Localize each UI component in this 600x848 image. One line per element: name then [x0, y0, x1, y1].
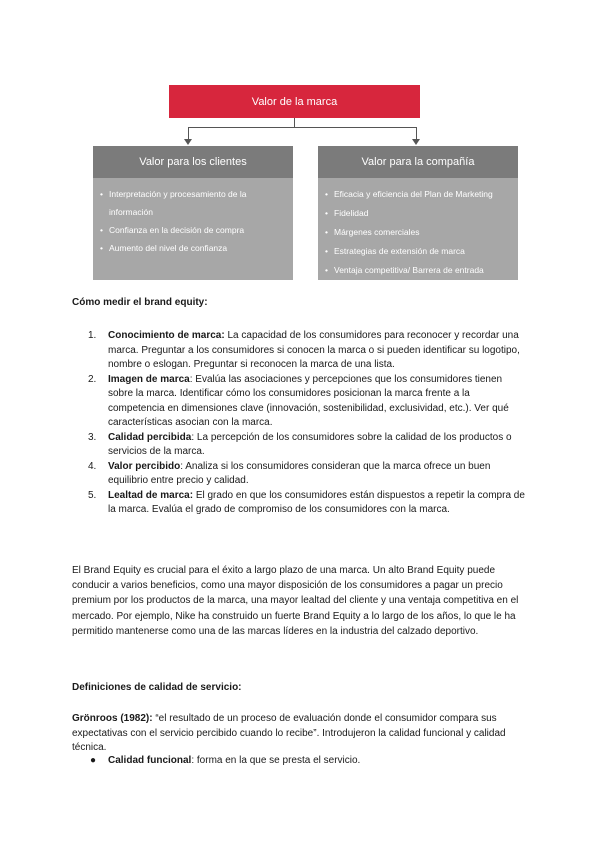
brand-equity-paragraph: El Brand Equity es crucial para el éxito a largo plazo de una marca. Un alto Brand Equity puede conducir a varios beneficios, como una mayor disposición de los consumidores a pagar un precio premium por los productos de la marca, una mayor lealtad del cliente y una ventaja competitiva en el mercado. Por ejemplo, Nike ha construido un fuerte Brand Equity a lo largo de los años, lo que le ha permitido mantenerse como una de las marcas líderes en la industria del calzado deportivo.	[72, 565, 519, 637]
company-value-list	[318, 178, 518, 280]
item-number: 1.	[88, 330, 97, 341]
connector-line	[294, 118, 295, 127]
gronroos-term: Grönroos (1982):	[72, 713, 153, 724]
measures-list	[88, 329, 528, 518]
item-text: : Evalúa las asociaciones y percepciones que los consumidores tienen sobre la marca. Identificar cómo los consumidores posicionan la marca frente a la competencia en dimensiones clave (innovación, sostenibilidad, exclusividad, etc.). Ver qué características asocian con la marca.	[108, 373, 509, 428]
item-number: 3.	[88, 431, 97, 443]
gronroos-definition	[72, 712, 532, 756]
bullet-term: Calidad funcional	[108, 755, 192, 766]
list-item: • Interpretación y procesamiento de la información	[99, 185, 285, 221]
list-item: • Ventaja competitiva/ Barrera de entrada	[324, 261, 510, 280]
list-item	[88, 373, 528, 431]
brand-equity-heading: Cómo medir el brand equity:	[72, 297, 208, 308]
customer-value-column	[93, 146, 293, 280]
company-value-title: Valor para la compañía	[318, 146, 518, 178]
list-item: • Márgenes comerciales	[324, 223, 510, 242]
item-text: La capacidad de los consumidores para reconocer y recordar una marca. Preguntar a los consumidores si conocen la marca o si pueden identificar su logotipo, nombre o eslogan. Preguntar si reconocen la marca de una lista.	[108, 330, 520, 370]
item-number: 5.	[88, 489, 97, 501]
customer-value-list	[93, 178, 293, 280]
item-number: 2.	[88, 373, 97, 385]
list-item	[88, 329, 528, 373]
item-text: El grado en que los consumidores están dispuestos a repetir la compra de la marca. Evalúa el grado de compromiso de los consumidores con la marca.	[108, 489, 525, 515]
bullet-text: : forma en la que se presta el servicio.	[191, 755, 361, 766]
item-term: Valor percibido	[108, 460, 181, 472]
service-quality-heading: Definiciones de calidad de servicio:	[72, 682, 242, 693]
arrow-down-icon	[412, 139, 420, 145]
brand-value-label: Valor de la marca	[251, 95, 338, 108]
list-item	[88, 431, 528, 460]
list-item: • Eficacia y eficiencia del Plan de Marketing	[324, 185, 510, 204]
item-term: Lealtad de marca:	[108, 489, 194, 501]
brand-value-diagram	[0, 0, 600, 290]
connector-line	[188, 127, 417, 128]
arrow-down-icon	[184, 139, 192, 145]
item-term: Calidad percibida	[108, 431, 192, 443]
item-text: : Analiza si los consumidores consideran que la marca ofrece un buen equilibrio entre precio y calidad.	[108, 460, 491, 486]
list-item	[88, 489, 528, 518]
item-term: Imagen de marca	[108, 373, 190, 385]
customer-value-title: Valor para los clientes	[93, 146, 293, 178]
item-text: : La percepción de los consumidores sobre la calidad de los productos o servicios de la marca.	[108, 431, 512, 457]
list-item: • Aumento del nivel de confianza	[99, 239, 285, 257]
list-item	[88, 754, 528, 768]
brand-value-box	[169, 85, 420, 118]
list-item: • Estrategias de extensión de marca	[324, 242, 510, 261]
gronroos-text: “el resultado de un proceso de evaluación donde el consumidor compara sus expectativas con el servicio percibido cuando lo recibe”. Introdujeron la calidad funcional y calidad técnica.	[72, 713, 506, 753]
list-item	[88, 460, 528, 489]
item-term: Conocimiento de marca:	[108, 330, 225, 341]
list-item: • Confianza en la decisión de compra	[99, 221, 285, 239]
bullet-icon: ●	[90, 755, 97, 766]
list-item: • Fidelidad	[324, 204, 510, 223]
company-value-column	[318, 146, 518, 280]
item-number: 4.	[88, 460, 97, 472]
quality-bullet-list	[88, 754, 528, 768]
